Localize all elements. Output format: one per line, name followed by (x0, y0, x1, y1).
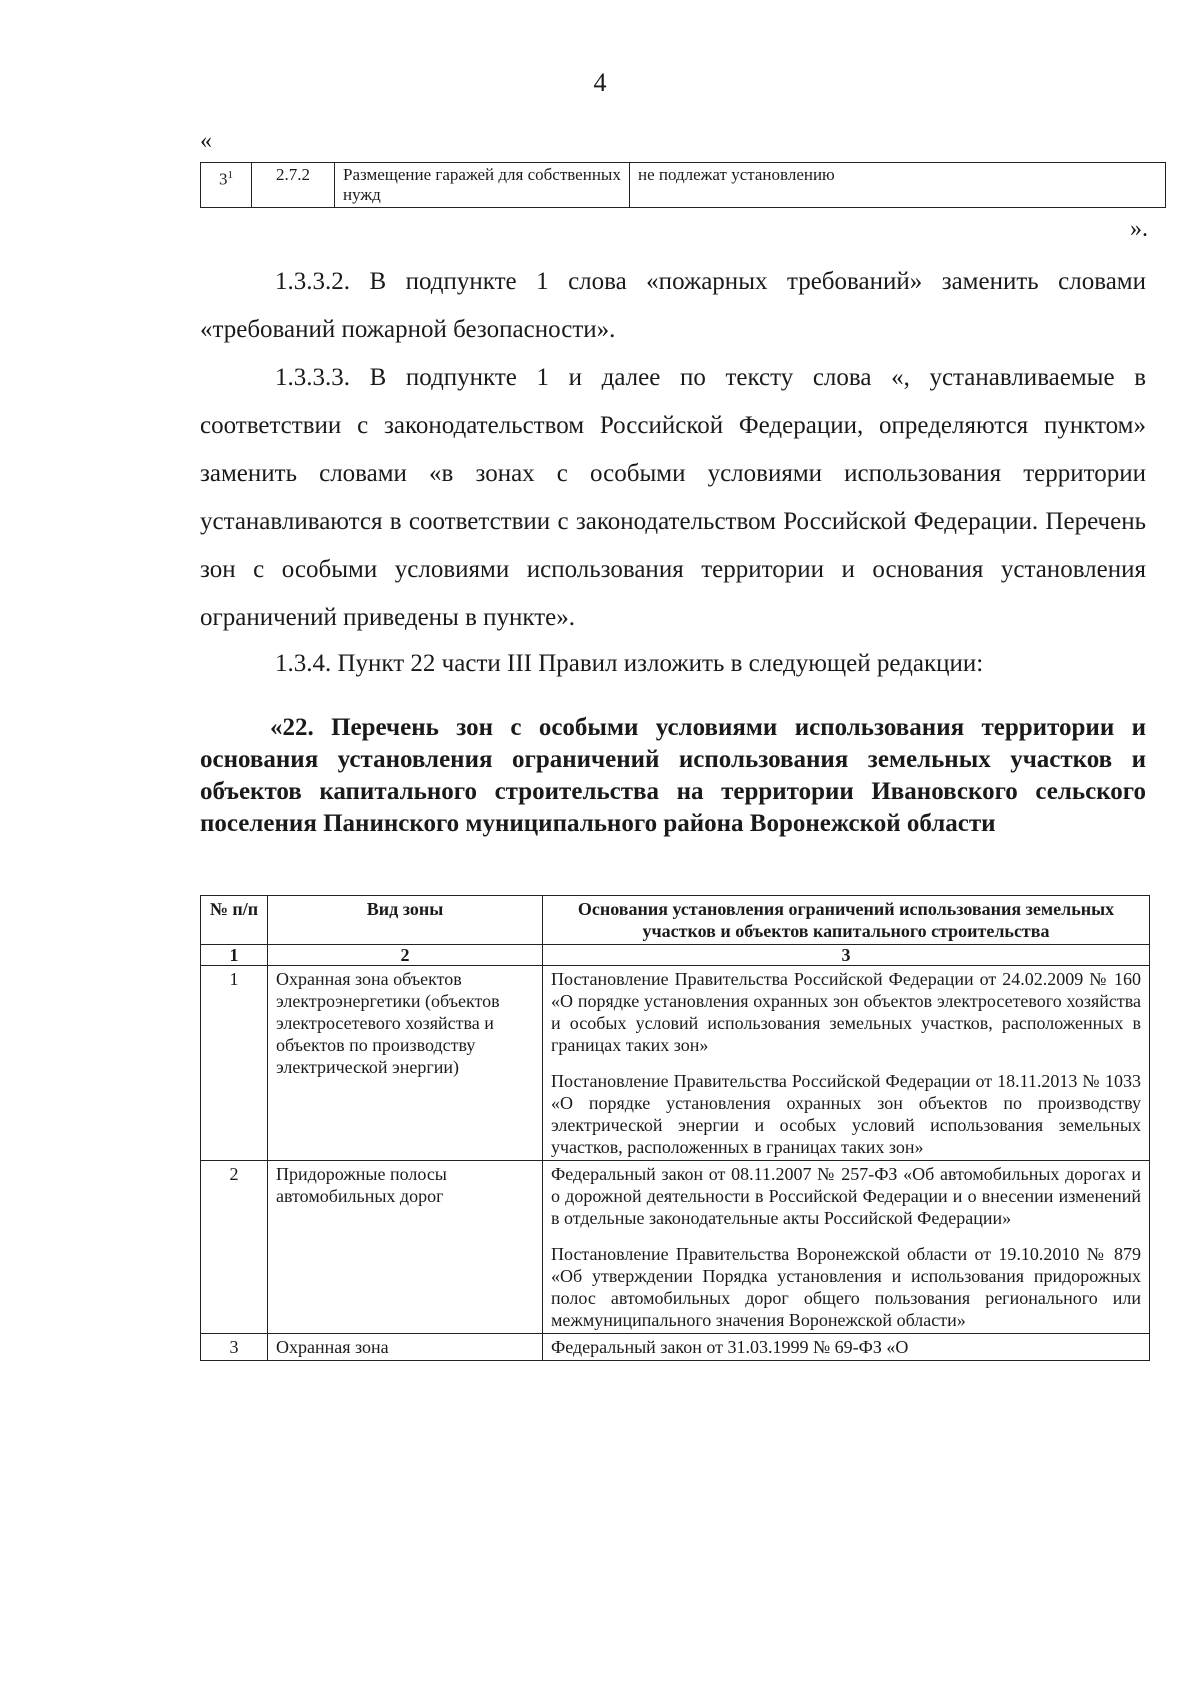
paragraph-1-3-3-3: 1.3.3.3. В подпункте 1 и далее по тексту слова «, устанавливаемые в соответствии с законодательством Российской Федерации, определяются пунктом» заменить словами «в зонах с особыми условиями использования территории устанавливаются в соответствии с законодательством Российской Федерации. Перечень зон с особыми условиями использования территории и основания установления ограничений приведены в пункте». (200, 364, 1146, 631)
basis-document: Федеральный закон от 08.11.2007 № 257-ФЗ «Об автомобильных дорогах и о дорожной деятельности в Российской Федерации и о внесении изменений в отдельные законодательные акты Российской Федерации» (551, 1164, 1141, 1228)
paragraph-1-3-3-2: 1.3.3.2. В подпункте 1 слова «пожарных требований» заменить словами «требований пожарной безопасности». (200, 268, 1146, 343)
column-number: 1 (201, 945, 268, 966)
basis-cell (543, 1161, 1150, 1334)
basis-document: Постановление Правительства Российской Федерации от 18.11.2013 № 1033 «О порядке установления охранных зон объектов по производству электрической энергии и особых условий использования земельных участков, расположенных в границах таких зон» (551, 1071, 1141, 1157)
basis-document: Постановление Правительства Воронежской области от 19.10.2010 № 879 «Об утверждении Порядка установления и использования придорожных полос автомобильных дорог общего пользования регионального или межмуниципального значения Воронежской области» (551, 1244, 1141, 1330)
column-number: 3 (543, 945, 1150, 966)
section-heading-text: Перечень зон с особыми условиями использования территории и основания установления ограничений использования земельных участков и объектов капитального строительства на территории Ивановского сельского поселения Панинского муниципального района Воронежской области (200, 714, 1146, 837)
column-number-row (201, 945, 1150, 966)
table-header-row (201, 896, 1150, 945)
header-zone-type: Вид зоны (268, 896, 543, 945)
zones-table (200, 895, 1150, 1361)
row-number: 3 (219, 169, 228, 189)
basis-cell (543, 1334, 1150, 1361)
row-number-cell (201, 163, 252, 208)
zone-type: Охранная зона объектов электроэнергетики (объектов электросетевого хозяйства и объектов по производству электрической энергии) (268, 966, 543, 1161)
row-number-superscript: 1 (227, 169, 233, 181)
table-row (201, 1161, 1150, 1334)
section-heading-number: «22. (270, 714, 314, 741)
basis-document: Федеральный закон от 31.03.1999 № 69-ФЗ «О (551, 1337, 909, 1357)
name-cell: Размещение гаражей для собственных нужд (335, 163, 630, 208)
section-heading (200, 712, 1146, 840)
basis-cell (543, 966, 1150, 1161)
amended-row-table (200, 162, 1166, 208)
page-number: 4 (593, 68, 607, 97)
row-number: 2 (201, 1161, 268, 1334)
row-number: 3 (201, 1334, 268, 1361)
value-cell: не подлежат установлению (630, 163, 1166, 208)
paragraph-1-3-4: 1.3.4. Пункт 22 части III Правил изложить в следующей редакции: (275, 650, 984, 677)
zone-type: Охранная зона (268, 1334, 543, 1361)
header-basis: Основания установления ограничений использования земельных участков и объектов капитального строительства (543, 896, 1150, 945)
basis-document: Постановление Правительства Российской Федерации от 24.02.2009 № 160 «О порядке установления охранных зон объектов электросетевого хозяйства и особых условий использования земельных участков, расположенных в границах таких зон» (551, 969, 1141, 1055)
closing-quote-mark: ». (1130, 216, 1148, 242)
header-number: № п/п (201, 896, 268, 945)
zone-type: Придорожные полосы автомобильных дорог (268, 1161, 543, 1334)
code-cell: 2.7.2 (252, 163, 335, 208)
opening-quote-mark: « (200, 128, 212, 154)
table-row (201, 163, 1166, 208)
row-number: 1 (201, 966, 268, 1161)
table-row (201, 1334, 1150, 1361)
table-row (201, 966, 1150, 1161)
column-number: 2 (268, 945, 543, 966)
